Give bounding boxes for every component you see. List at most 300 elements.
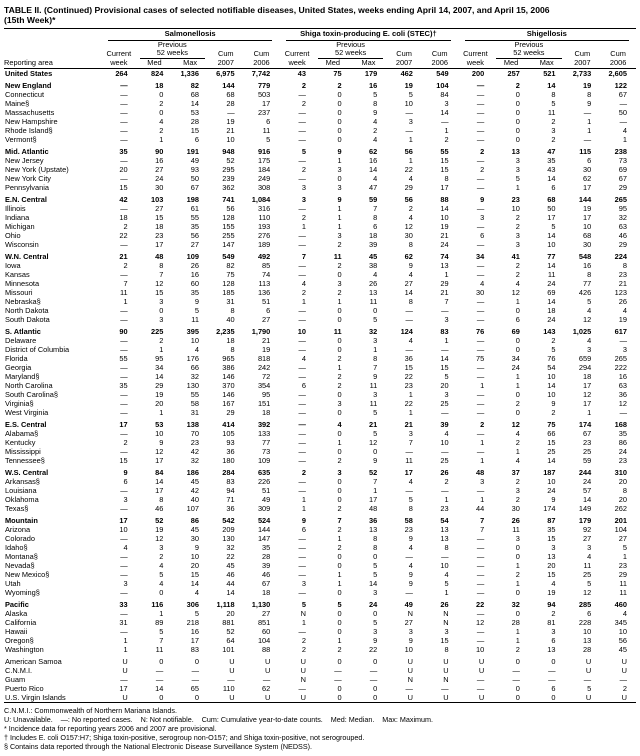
value-cell: 7 [301, 252, 306, 262]
value-cell: 24 [511, 363, 520, 373]
value-cell: 61 [190, 204, 199, 214]
value-cell: 13 [440, 525, 449, 535]
value-cell: 2 [123, 222, 128, 232]
value-cell: 881 [222, 618, 235, 628]
value-cell: 255 [222, 231, 235, 241]
column-header [208, 41, 244, 50]
reporting-area-cell: Mississippi [5, 447, 41, 457]
value-cell: 15 [190, 570, 199, 580]
column-header: 2007 [565, 59, 601, 69]
value-cell: 5 [551, 222, 556, 232]
value-cell: 45 [618, 645, 627, 655]
value-cell: 12 [582, 390, 592, 400]
value-cell: — [476, 588, 485, 598]
value-cell: 21 [226, 126, 235, 136]
previous-label: Previous [336, 39, 365, 49]
value-cell: 49 [190, 156, 199, 166]
value-cell: — [120, 390, 128, 400]
value-cell: U [300, 657, 306, 667]
value-cell: 21 [404, 420, 413, 430]
value-cell: 1,336 [180, 69, 199, 79]
value-cell: 24 [618, 447, 627, 457]
value-cell: 14 [155, 684, 164, 694]
reporting-area-cell: W.N. Central [5, 252, 49, 262]
value-cell: 0 [337, 627, 342, 637]
value-cell: — [476, 240, 485, 250]
value-cell: 0 [373, 306, 378, 316]
reporting-area-cell: Alabama§ [5, 429, 39, 439]
value-cell: 4 [587, 336, 592, 346]
value-cell: 11 [333, 327, 342, 337]
value-cell: 5 [337, 600, 342, 610]
value-cell: 3 [515, 534, 520, 544]
value-cell: 617 [614, 327, 627, 337]
value-cell: — [441, 684, 449, 694]
value-cell: U [122, 657, 128, 667]
value-cell: 1 [444, 126, 449, 136]
value-cell: 18 [226, 336, 235, 346]
value-cell: — [476, 552, 485, 562]
value-cell: 20 [155, 399, 164, 409]
value-cell: 965 [222, 354, 235, 364]
value-cell: 83 [226, 477, 235, 487]
value-cell: 25 [440, 456, 449, 466]
value-cell: 225 [150, 327, 164, 337]
value-cell: 68 [582, 231, 592, 241]
value-cell: 310 [614, 468, 627, 478]
value-cell: 4 [337, 420, 342, 430]
weeks52-label: 52 weeks [137, 49, 208, 59]
value-cell: 75 [333, 69, 342, 79]
value-cell: 2,733 [572, 69, 592, 79]
value-cell: 56 [404, 195, 413, 205]
value-cell: 26 [190, 261, 199, 271]
value-cell: 168 [614, 420, 627, 430]
value-cell: 4 [622, 126, 627, 136]
value-cell: 51 [262, 297, 271, 307]
value-cell: U [122, 666, 128, 676]
value-cell: 8 [373, 543, 378, 553]
footnote: * Incidence data for reporting years 2006 and 2007 are provisional. [4, 724, 217, 734]
table-row [4, 561, 636, 570]
table-row [4, 261, 636, 270]
value-cell: 24 [369, 600, 378, 610]
value-cell: 276 [257, 231, 271, 241]
value-cell: 2 [551, 408, 556, 418]
value-cell: 0 [337, 90, 342, 100]
table-title [4, 5, 636, 25]
value-cell: 34 [511, 354, 520, 364]
value-cell: 0 [337, 561, 342, 571]
value-cell: 67 [618, 90, 627, 100]
value-cell: — [619, 117, 627, 127]
value-cell: 24 [547, 315, 556, 325]
reporting-area-cell: New York (Upstate) [5, 165, 69, 175]
footnote: † Includes E. coli O157:H7; Shiga toxin-positive, serogroup non-O157; and Shiga toxin-positive, not serogrouped. [4, 733, 365, 743]
value-cell: 460 [614, 600, 627, 610]
value-cell: U [443, 693, 449, 703]
value-cell: 174 [543, 504, 556, 514]
value-cell: 23 [404, 525, 413, 535]
value-cell: — [476, 636, 485, 646]
value-cell: 7 [480, 525, 485, 535]
value-cell: 45 [190, 525, 199, 535]
reporting-area-cell: Wyoming§ [5, 588, 40, 598]
value-cell: 285 [578, 600, 592, 610]
value-cell: — [476, 684, 485, 694]
value-cell: — [298, 90, 306, 100]
table-row [4, 675, 636, 684]
value-cell: 8 [373, 534, 378, 544]
value-cell: — [120, 570, 128, 580]
value-cell: 10 [547, 390, 556, 400]
value-cell: 30 [155, 183, 164, 193]
value-cell: 249 [257, 174, 271, 184]
value-cell: 1 [337, 204, 342, 214]
value-cell: — [298, 231, 306, 241]
value-cell: 2 [480, 165, 485, 175]
value-cell: 17 [404, 468, 413, 478]
value-cell: 31 [119, 618, 128, 628]
value-cell: 3 [159, 315, 164, 325]
value-cell: — [298, 486, 306, 496]
table-row [4, 645, 636, 654]
value-cell: N [407, 675, 413, 685]
value-cell: — [298, 447, 306, 457]
value-cell: 27 [262, 315, 271, 325]
value-cell: 21 [369, 420, 378, 430]
value-cell: — [334, 666, 342, 676]
value-cell: 6 [551, 183, 556, 193]
value-cell: 40 [190, 495, 199, 505]
previous-label: Previous [514, 39, 544, 49]
table-row [4, 279, 636, 288]
value-cell: — [476, 117, 485, 127]
value-cell: 224 [614, 252, 627, 262]
value-cell: 2 [337, 372, 342, 382]
value-cell: 257 [507, 69, 520, 79]
value-cell: 1 [515, 579, 520, 589]
footnote: § Contains data reported through the National Electronic Disease Surveillance System (NEDSS). [4, 742, 313, 752]
value-cell: 18 [582, 372, 592, 382]
table-body [4, 69, 636, 703]
value-cell: 4 [515, 456, 520, 466]
value-cell: 0 [515, 684, 520, 694]
value-cell: 0 [337, 174, 342, 184]
value-cell: 15 [404, 363, 413, 373]
value-cell: 8 [159, 261, 164, 271]
value-cell: 0 [159, 108, 164, 118]
value-cell: 0 [337, 108, 342, 118]
value-cell: 2 [159, 99, 164, 109]
value-cell: 5 [194, 306, 199, 316]
value-cell: 69 [618, 165, 627, 175]
value-cell: 58 [190, 399, 199, 409]
value-cell: 88 [440, 195, 449, 205]
value-cell: 19 [404, 81, 413, 91]
value-cell: 10 [582, 627, 592, 637]
value-cell: 5 [373, 408, 378, 418]
value-cell: 110 [222, 684, 235, 694]
value-cell: — [120, 486, 128, 496]
value-cell: U [621, 657, 627, 667]
value-cell: 130 [186, 381, 199, 391]
value-cell: 32 [190, 372, 199, 382]
value-cell: 4 [408, 561, 413, 571]
value-cell: 122 [614, 81, 627, 91]
value-cell: 0 [337, 657, 342, 667]
value-cell: 1 [337, 363, 342, 373]
column-header [101, 41, 137, 50]
value-cell: 4 [408, 213, 413, 223]
value-cell: 176 [186, 354, 199, 364]
value-cell: — [298, 627, 306, 637]
value-cell: — [476, 570, 485, 580]
value-cell: 15 [119, 456, 128, 466]
value-cell: 11 [369, 399, 378, 409]
value-cell: 0 [373, 447, 378, 457]
value-cell: — [369, 675, 378, 685]
value-cell: 1 [515, 561, 520, 571]
value-cell: 77 [262, 438, 271, 448]
value-cell: 40 [226, 315, 235, 325]
value-cell: 27 [155, 204, 164, 214]
value-cell: 2 [622, 684, 627, 694]
value-cell: 21 [262, 336, 271, 346]
value-cell: — [405, 126, 413, 136]
value-cell: 0 [337, 552, 342, 562]
value-cell: — [405, 552, 413, 562]
value-cell: 9 [373, 372, 378, 382]
table-row [4, 354, 636, 363]
value-cell: 86 [190, 516, 199, 526]
table-row [4, 693, 636, 703]
value-cell: 345 [614, 618, 627, 628]
value-cell: 69 [511, 327, 520, 337]
table-row [4, 336, 636, 345]
value-cell: 2 [515, 645, 520, 655]
table-row [4, 135, 636, 144]
value-cell: 0 [337, 270, 342, 280]
value-cell: 35 [618, 429, 627, 439]
value-cell: 54 [440, 516, 449, 526]
reporting-area-cell: Missouri [5, 288, 33, 298]
value-cell: U [585, 657, 592, 667]
value-cell: 1 [337, 222, 342, 232]
table-head [4, 29, 636, 69]
value-cell: 67 [618, 174, 627, 184]
reporting-area-cell: Texas§ [5, 504, 29, 514]
value-cell: 265 [614, 195, 627, 205]
value-cell: 10 [547, 240, 556, 250]
value-cell: 9 [301, 516, 306, 526]
value-cell: 3 [337, 183, 342, 193]
value-cell: 51 [262, 486, 271, 496]
value-cell: 20 [618, 495, 627, 505]
value-cell: 1 [159, 345, 164, 355]
column-header: 2007 [386, 59, 422, 69]
value-cell: 2 [480, 420, 485, 430]
value-cell: — [476, 345, 485, 355]
value-cell: 12 [155, 534, 164, 544]
value-cell: 84 [440, 90, 449, 100]
column-header: 2006 [600, 59, 636, 69]
value-cell: 191 [186, 147, 199, 157]
value-cell: 1 [587, 117, 592, 127]
value-cell: 62 [262, 684, 271, 694]
value-cell: — [476, 561, 485, 571]
value-cell: 7 [123, 279, 128, 289]
value-cell: 6 [480, 231, 485, 241]
value-cell: — [476, 270, 485, 280]
table-row [4, 204, 636, 213]
table-row [4, 372, 636, 381]
column-header: Cum [574, 49, 591, 59]
value-cell: 3 [444, 627, 449, 637]
value-cell: 23 [440, 504, 449, 514]
value-cell: 3 [408, 627, 413, 637]
column-header: Med [315, 59, 351, 69]
value-cell: 146 [222, 390, 235, 400]
value-cell: 10 [119, 525, 128, 535]
value-cell: 11 [405, 456, 413, 466]
value-cell: 15 [547, 438, 556, 448]
reporting-area-header: Reporting area [4, 59, 101, 69]
value-cell: 16 [369, 81, 378, 91]
value-cell: — [191, 666, 199, 676]
value-cell: 244 [578, 468, 592, 478]
value-cell: 0 [515, 693, 520, 703]
value-cell: 94 [547, 600, 556, 610]
value-cell: 81 [547, 618, 556, 628]
value-cell: 93 [226, 438, 235, 448]
value-cell: — [476, 390, 485, 400]
value-cell: — [298, 588, 306, 598]
value-cell: 2 [301, 645, 306, 655]
value-cell: U [300, 693, 306, 703]
value-cell: — [476, 297, 485, 307]
value-cell: 11 [369, 297, 378, 307]
value-cell: 109 [257, 456, 271, 466]
value-cell: 44 [226, 579, 235, 589]
value-cell: U [621, 693, 627, 703]
value-cell: — [476, 135, 485, 145]
value-cell: 824 [150, 69, 164, 79]
value-cell: 66 [190, 363, 199, 373]
value-cell: 1 [408, 408, 413, 418]
value-cell: 1 [123, 297, 128, 307]
value-cell: 2,235 [216, 327, 235, 337]
value-cell: 948 [222, 147, 235, 157]
value-cell: 18 [155, 222, 164, 232]
table-row [4, 381, 636, 390]
value-cell: 262 [614, 504, 627, 514]
value-cell: 22 [119, 231, 128, 241]
column-header: week [458, 59, 494, 69]
value-cell: 50 [618, 108, 627, 118]
value-cell: — [548, 666, 556, 676]
value-cell: 3 [551, 126, 556, 136]
reporting-area-cell: Minnesota [5, 279, 40, 289]
value-cell: 46 [155, 504, 164, 514]
value-cell: — [155, 666, 164, 676]
value-cell: 3 [337, 468, 342, 478]
table-row [4, 552, 636, 561]
value-cell: 524 [257, 516, 271, 526]
column-header: Max [529, 59, 565, 69]
value-cell: 5 [444, 372, 449, 382]
value-cell: 21 [440, 288, 449, 298]
value-cell: 5 [551, 99, 556, 109]
reporting-area-cell: West Virginia [5, 408, 49, 418]
reporting-area-cell: Puerto Rico [5, 684, 44, 694]
value-cell: 2 [301, 288, 306, 298]
value-cell: 1 [515, 447, 520, 457]
value-cell: 19 [155, 390, 164, 400]
value-cell: 3 [123, 579, 128, 589]
value-cell: 16 [190, 270, 199, 280]
value-cell: — [476, 363, 485, 373]
value-cell: U [229, 693, 235, 703]
value-cell: 45 [369, 252, 378, 262]
value-cell: 426 [578, 288, 592, 298]
value-cell: 8 [159, 495, 164, 505]
value-cell: 14 [190, 579, 199, 589]
value-cell: 1 [337, 156, 342, 166]
value-cell: 56 [404, 147, 413, 157]
value-cell: 8 [373, 99, 378, 109]
reporting-area-cell: New Jersey [5, 156, 44, 166]
value-cell: 3 [480, 213, 485, 223]
value-cell: 916 [257, 147, 271, 157]
value-cell: 8 [408, 297, 413, 307]
value-cell: 14 [369, 165, 378, 175]
value-cell: 2 [373, 126, 378, 136]
value-cell: 2 [301, 99, 306, 109]
value-cell: 22 [404, 372, 413, 382]
value-cell: 75 [226, 270, 235, 280]
value-cell: 7,742 [251, 69, 271, 79]
value-cell: — [298, 684, 306, 694]
value-cell: 19 [582, 204, 592, 214]
value-cell: 8 [408, 504, 413, 514]
value-cell: 4 [444, 570, 449, 580]
table-row [4, 588, 636, 597]
value-cell: 8 [230, 306, 235, 316]
reporting-area-cell: Idaho§ [5, 543, 28, 553]
value-cell: 1 [515, 297, 520, 307]
value-cell: 13 [440, 261, 449, 271]
value-cell: 14 [440, 108, 449, 118]
value-cell: 4 [408, 543, 413, 553]
value-cell: 0 [159, 588, 164, 598]
value-cell: 1 [337, 297, 342, 307]
value-cell: 238 [614, 147, 627, 157]
value-cell: 20 [547, 561, 556, 571]
value-cell: 9 [408, 636, 413, 646]
value-cell: 9 [337, 147, 342, 157]
value-cell: 1 [301, 618, 306, 628]
value-cell: 32 [369, 327, 378, 337]
value-cell: 17 [155, 486, 164, 496]
table-row [4, 465, 636, 477]
value-cell: 0 [337, 135, 342, 145]
value-cell: 6 [301, 381, 306, 391]
value-cell: 21 [119, 252, 128, 262]
value-cell: 1 [480, 456, 485, 466]
value-cell: 7 [480, 516, 485, 526]
value-cell: 2 [337, 456, 342, 466]
